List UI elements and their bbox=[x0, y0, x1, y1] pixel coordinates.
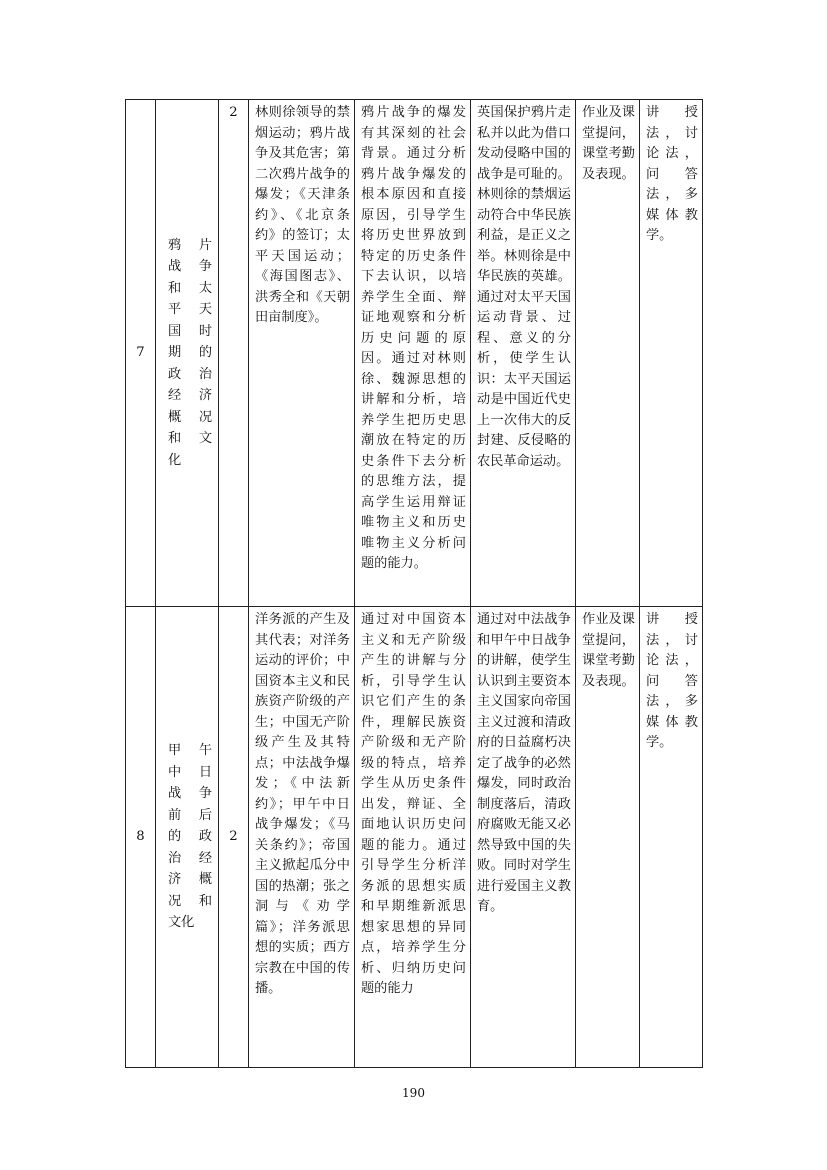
chapter-title: 甲 午 中 日 战 争 前 后 的 政 治 经 济 概 况 和 文化 bbox=[168, 743, 212, 931]
chapter-title-cell bbox=[156, 607, 219, 1068]
class-hours: 2 bbox=[219, 607, 249, 1068]
assessment-method: 作业及课堂提问，课堂考勤及表现。 bbox=[576, 607, 640, 1068]
chapter-number: 8 bbox=[126, 607, 156, 1068]
teaching-method: 讲授法，讨论法，问答法，多媒体教学。 bbox=[640, 100, 703, 607]
table-row bbox=[126, 607, 703, 1068]
chapter-number: 7 bbox=[126, 100, 156, 607]
chapter-title-cell bbox=[156, 100, 219, 607]
assessment-method: 作业及课堂提问，课堂考勤及表现。 bbox=[576, 100, 640, 607]
teaching-goal: 鸦片战争的爆发有其深刻的社会背景。通过分析鸦片战争爆发的根本原因和直接原因，引导学生将历史世界放到特定的历史条件下去认识，以培养学生全面、辩证地观察和分析历史问题的原因。通过对林则徐、魏源思想的讲解和分析，培养学生把历史思潮放在特定的历史条件下去分析的思维方法，提高学生运用辩证唯物主义和历史唯物主义分析问题的能力。 bbox=[355, 100, 471, 607]
syllabus-table bbox=[125, 99, 703, 1068]
teaching-method: 讲授法，讨论法，问答法，多媒体教学。 bbox=[640, 607, 703, 1068]
table-row bbox=[126, 100, 703, 607]
moral-education: 通过对中法战争和甲午中日战争的讲解，使学生认识到主要资本主义国家向帝国主义过渡和清政府的日益腐朽决定了战争的必然爆发，同时政治制度落后，清政府腐败无能又必然导致中国的失败。同时对学生进行爱国主义教育。 bbox=[471, 607, 576, 1068]
chapter-title: 鸦 片 战 争 和 太 平 天 国 时 期 的 政 治 经 济 概 况 和 文 化 bbox=[168, 237, 212, 468]
moral-education: 英国保护鸦片走私并以此为借口发动侵略中国的战争是可耻的。林则徐的禁烟运动符合中华民族利益，是正义之举。林则徐是中华民族的英雄。通过对太平天国运动背景、过程、意义的分析，使学生认识：太平天国运动是中国近代史上一次伟大的反封建、反侵略的农民革命运动。 bbox=[471, 100, 576, 607]
teaching-content: 林则徐领导的禁烟运动；鸦片战争及其危害；第二次鸦片战争的爆发；《天津条约》、《北京条约》的签订；太平天国运动；《海国图志》、洪秀全和《天朝田亩制度》。 bbox=[249, 100, 355, 607]
page-number: 190 bbox=[402, 1086, 425, 1100]
class-hours: 2 bbox=[219, 100, 249, 607]
teaching-content: 洋务派的产生及其代表；对洋务运动的评价；中国资本主义和民族资产阶级的产生；中国无产阶级产生及其特点；中法战争爆发；《中法新约》；甲午中日战争爆发；《马关条约》；帝国主义掀起瓜分中国的热潮；张之洞与《劝学篇》；洋务派思想的实质；西方宗教在中国的传播。 bbox=[249, 607, 355, 1068]
teaching-goal: 通过对中国资本主义和无产阶级产生的讲解与分析，引导学生认识它们产生的条件，理解民族资产阶级和无产阶级的特点，培养学生从历史条件出发，辩证、全面地认识历史问题的能力。通过引导学生分析洋务派的思想实质和早期维新派思想家思想的异同点，培养学生分析、归纳历史问题的能力 bbox=[355, 607, 471, 1068]
